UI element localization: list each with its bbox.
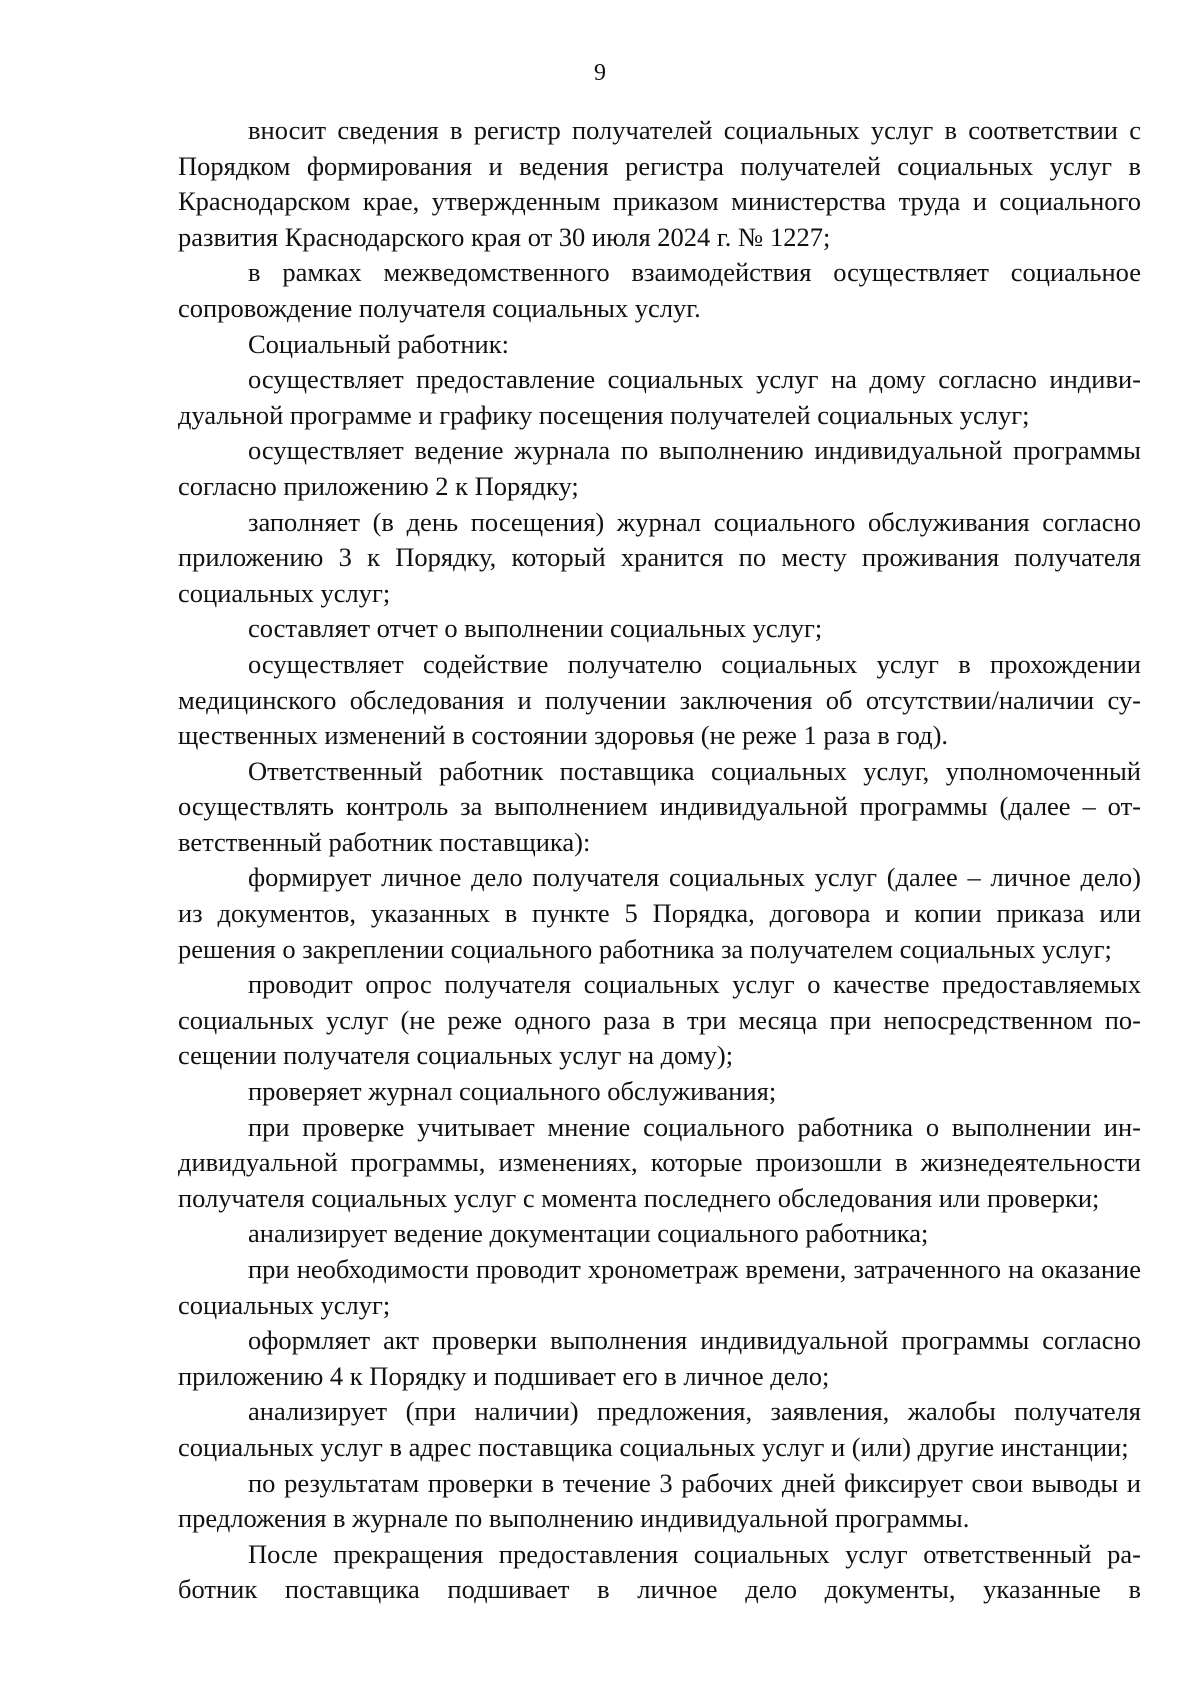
paragraph: формирует личное дело получателя социальных услуг (далее – личное дело) из документов, указанных в пункте 5 Порядка, договора и копии приказа или решения о закреплении социального работника за получателем социальных услуг; <box>178 862 1141 964</box>
paragraph: проверяет журнал социального обслуживания; <box>248 1076 777 1107</box>
paragraph: анализирует (при наличии) предложения, заявления, жалобы получателя социальных услуг в адрес поставщика социальных услуг и (или) другие инстанции; <box>178 1396 1141 1462</box>
paragraph-continued: После прекращения предоставления социальных услуг ответственный работник поставщика подшивает в личное дело документы, указанные в <box>178 1538 1141 1605</box>
paragraph: при необходимости проводит хронометраж времени, затраченного на оказание социальных услуг; <box>178 1254 1141 1320</box>
paragraph: по результатам проверки в течение 3 рабочих дней фиксирует свои выводы и предложения в журнале по выполнению индивидуальной программы. <box>178 1467 1141 1534</box>
paragraph: при проверке учитывает мнение социального работника о выполнении индивидуальной программы, изменениях, которые произошли в жизнедеятельности получателя социальных услуг с момента последнего обследования или проверки; <box>178 1111 1141 1213</box>
paragraph: анализирует ведение документации социального работника; <box>248 1218 929 1249</box>
paragraph: составляет отчет о выполнении социальных услуг; <box>248 613 823 644</box>
paragraph: вносит сведения в регистр получателей социальных услуг в соответствии с Порядком формирования и ведения регистра получателей социальных услуг в Краснодарском крае, утвержденным приказом министерства труда и социального развития Краснодарского края от 30 июля 2024 г. № 1227; <box>178 115 1141 252</box>
page-number: 9 <box>594 60 606 86</box>
paragraph: осуществляет предоставление социальных услуг на дому согласно индивидуальной программе и графику посещения получателей социальных услуг; <box>178 364 1141 430</box>
paragraph: в рамках межведомственного взаимодействия осуществляет социальное сопровождение получателя социальных услуг. <box>178 257 1141 323</box>
paragraph: осуществляет ведение журнала по выполнению индивидуальной программы согласно приложению 2 к Порядку; <box>178 435 1141 501</box>
paragraph: Социальный работник: <box>248 328 509 359</box>
paragraph: оформляет акт проверки выполнения индивидуальной программы согласно приложению 4 к Порядку и подшивает его в личное дело; <box>178 1325 1141 1391</box>
document-body <box>178 113 1141 1608</box>
paragraph: осуществляет содействие получателю социальных услуг в прохождении медицинского обследования и получении заключения об отсутствии/наличии существенных изменений в состоянии здоровья (не реже 1 раза в год). <box>178 648 1141 751</box>
paragraph: Ответственный работник поставщика социальных услуг, уполномоченный осуществлять контроль за выполнением индивидуальной программы (далее – ответственный работник поставщика): <box>178 755 1141 857</box>
paragraph: заполняет (в день посещения) журнал социального обслуживания согласно приложению 3 к Порядку, который хранится по месту проживания получателя социальных услуг; <box>178 506 1141 608</box>
paragraph: проводит опрос получателя социальных услуг о качестве предоставляемых социальных услуг (не реже одного раза в три месяца при непосредственном посещении получателя социальных услуг на дому); <box>178 969 1141 1071</box>
